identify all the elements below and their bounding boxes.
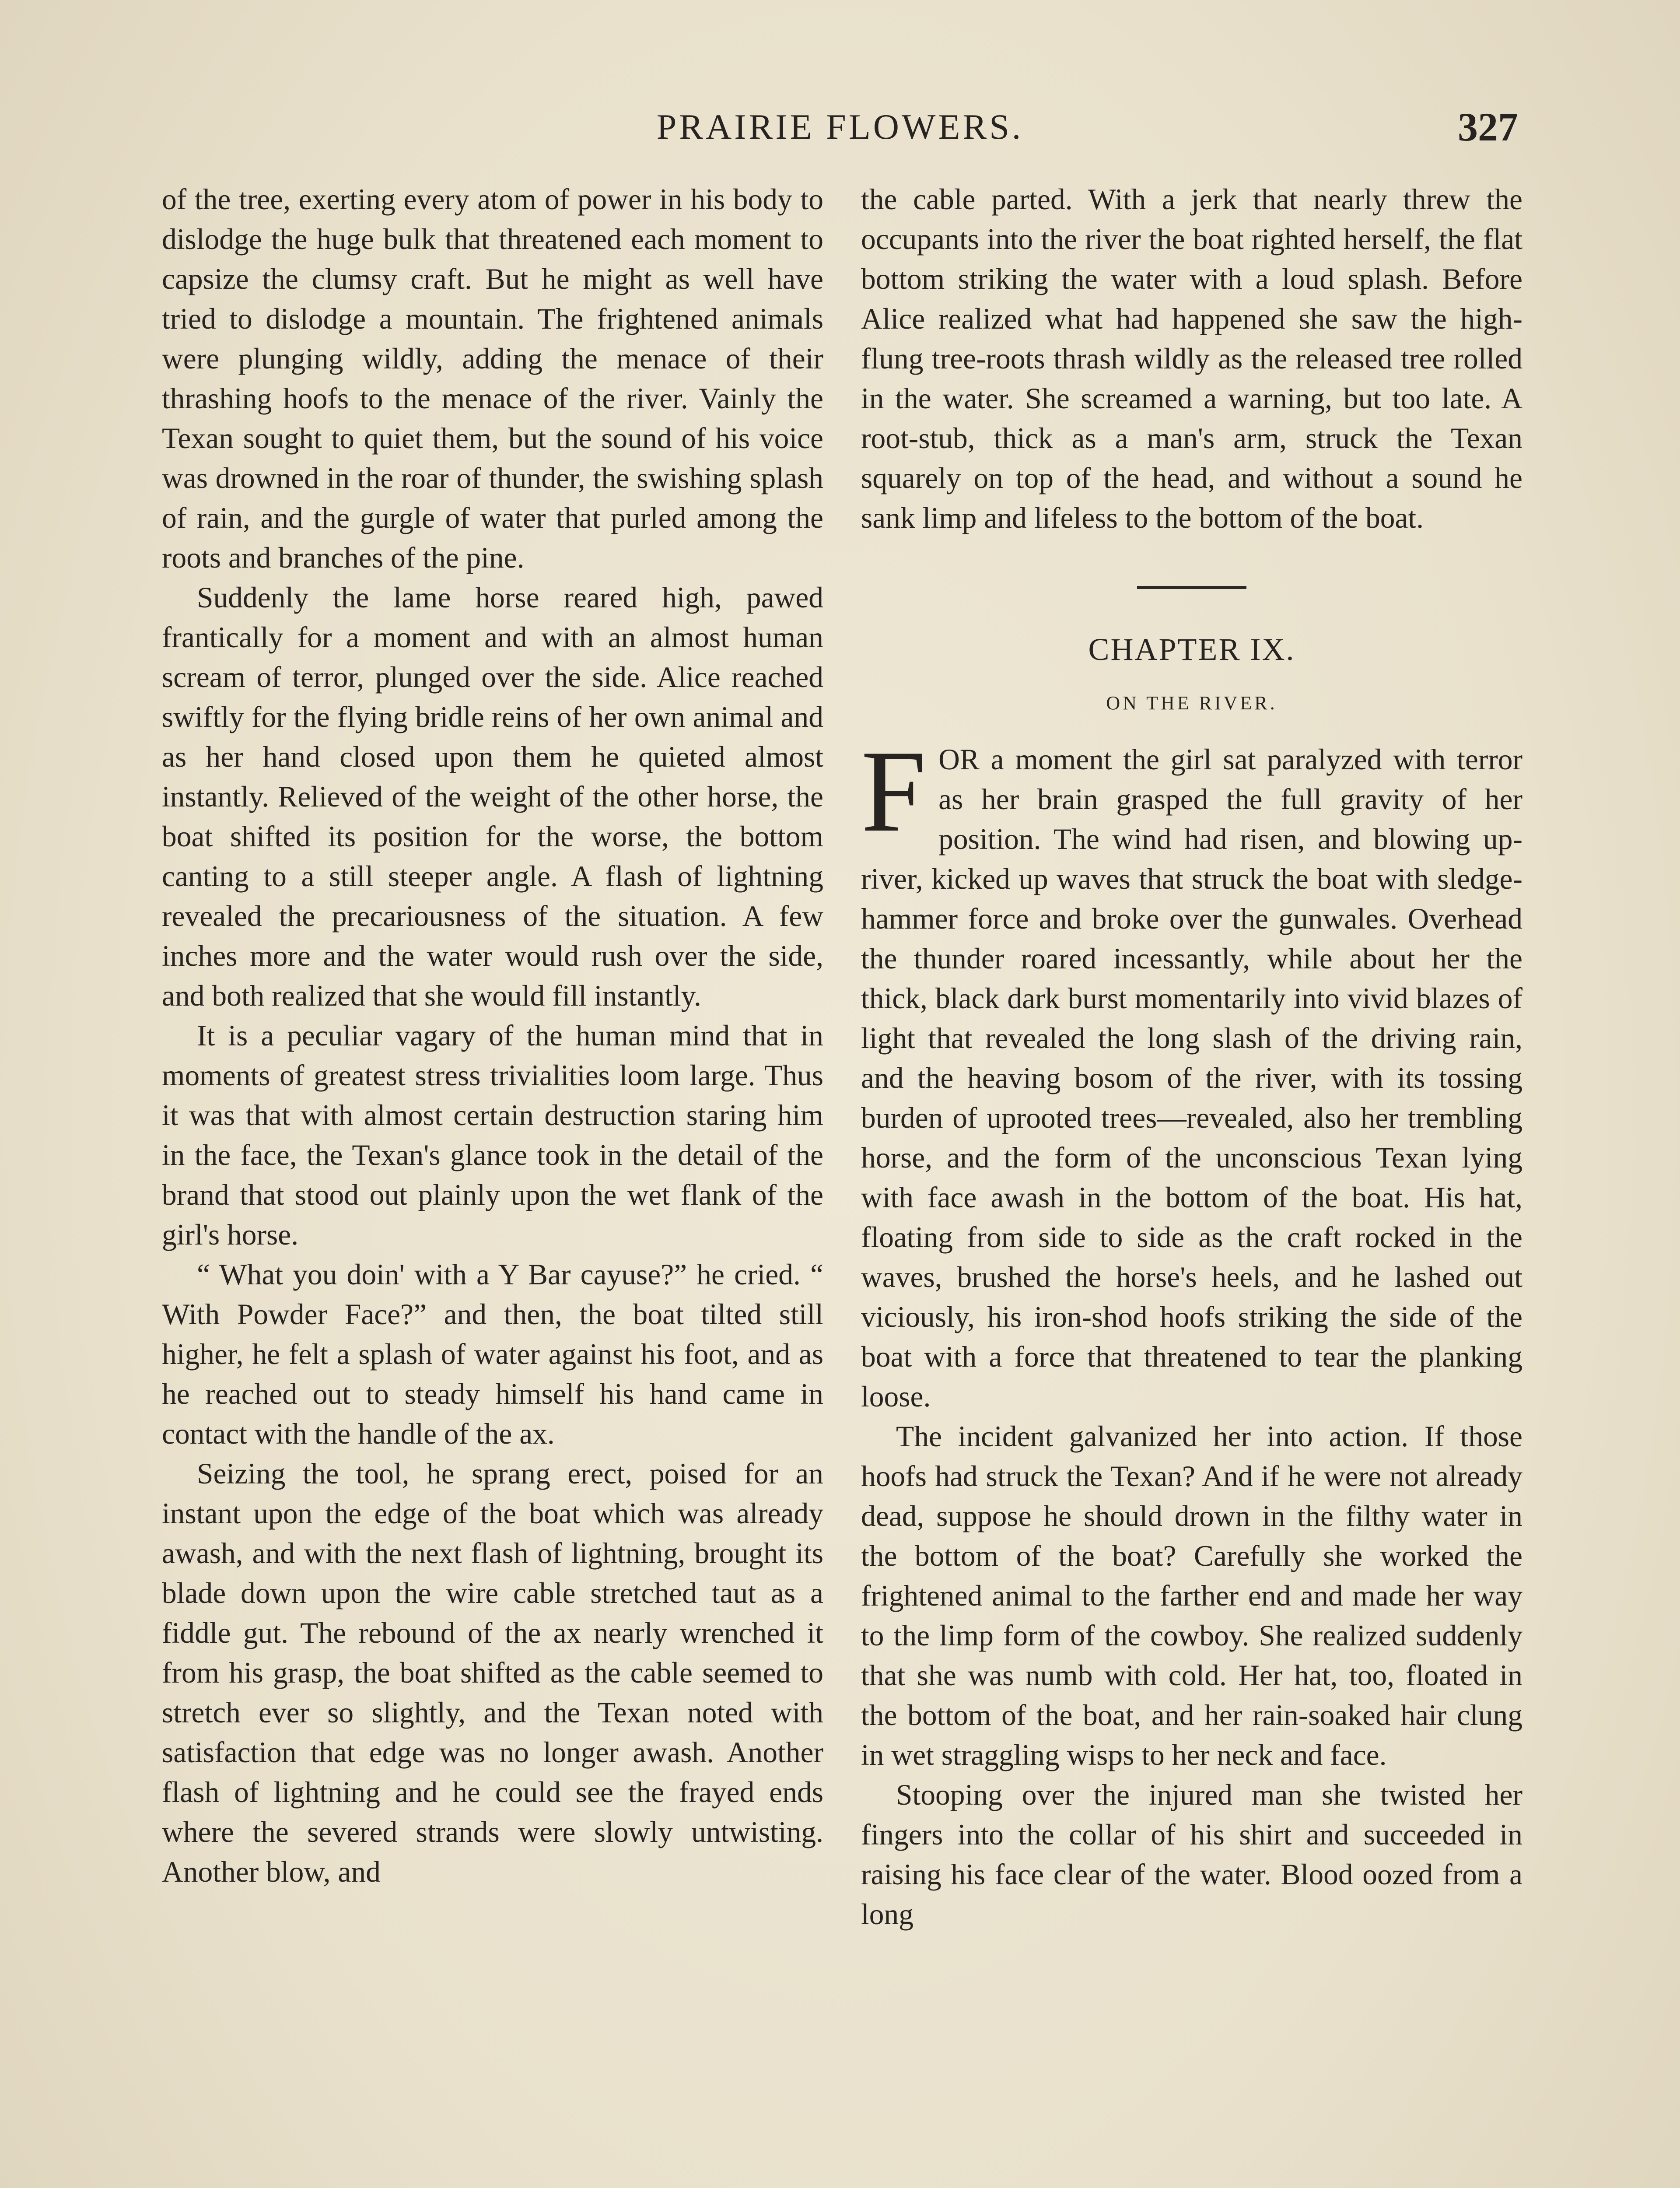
paragraph: the cable parted. With a jerk that nearly threw the occupants into the river the boat righted herself, the flat bottom striking the water with a loud splash. Before Alice realized what had happened she saw the high-flung tree-roots thrash wildly as the released tree rolled in the water. She screamed a warning, but too late. A root-stub, thick as a man's arm, struck the Texan squarely on top of the head, and without a sound he sank limp and lifeless to the bottom of the boat. [861,183,1522,534]
paragraph: of the tree, exerting every atom of power in his body to dislodge the huge bulk that threatened each moment to capsize the clumsy craft. But he might as well have tried to dislodge a mountain. The frightened animals were plunging wildly, adding the menace of their thrashing hoofs to the menace of the river. Vainly the Texan sought to quiet them, but the sound of his voice was drowned in the roar of thunder, the swishing splash of rain, and the gurgle of water that purled among the roots and branches of the pine. [162,183,823,574]
paragraph-text: OR a moment the girl sat paralyzed with terror as her brain grasped the full gravity of her position. The wind had risen, and blowing up-river, kicked up waves that struck the boat with sledge-hammer force and broke over the gunwales. Overhead the thunder roared incessantly, while about her the thick, black dark burst momentarily into vivid blazes of light that revealed the long slash of the driving rain, and the heaving bosom of the river, with its tossing burden of uprooted trees—revealed, also her trembling horse, and the form of the unconscious Texan lying with face awash in the bottom of the boat. His hat, floating from side to side as the craft rocked in the waves, brushed the horse's heels, and he lashed out viciously, his iron-shod hoofs striking the side of the boat with a force that threatened to tear the planking loose. [861,743,1522,1413]
chapter-subtitle: ON THE RIVER. [1106,692,1278,714]
right-column [861,179,1522,1934]
chapter-opening-paragraph [861,726,1522,1417]
page-number: 327 [1458,105,1518,149]
paragraph: The incident galvanized her into action. If those hoofs had struck the Texan? And if he were not already dead, suppose he should drown in the filthy water in the bottom of the boat? Carefully she worked the frightened animal to the farther end and made her way to the limp form of the cowboy. She realized suddenly that she was numb with cold. Her hat, too, floated in the bottom of the boat, and her rain-soaked hair clung in wet straggling wisps to her neck and face. [861,1420,1522,1771]
paragraph: “ What you doin' with a Y Bar cayuse?” he cried. “ With Powder Face?” and then, the boat tilted still higher, he felt a splash of water against his foot, and as he reached out to steady himself his hand came in contact with the handle of the ax. [162,1258,823,1450]
running-title: PRAIRIE FLOWERS. [656,107,1024,147]
page-header [162,101,1518,153]
paragraph: Suddenly the lame horse reared high, pawed frantically for a moment and with an almost human scream of terror, plunged over the side. Alice reached swiftly for the flying bridle reins of her own animal and as her hand closed upon them he quieted almost instantly. Relieved of the weight of the other horse, the boat shifted its position for the worse, the bottom canting to a still steeper angle. A flash of lightning revealed the precariousness of the situation. A few inches more and the water would rush over the side, and both realized that she would fill instantly. [162,581,823,1012]
left-column [162,179,823,1892]
drop-cap: F [861,726,927,856]
paragraph: Stooping over the injured man she twisted her fingers into the collar of his shirt and succeeded in raising his face clear of the water. Blood oozed from a long [861,1778,1522,1931]
paragraph: Seizing the tool, he sprang erect, poised for an instant upon the edge of the boat which was already awash, and with the next flash of lightning, brought its blade down upon the wire cable stretched taut as a fiddle gut. The rebound of the ax nearly wrenched it from his grasp, the boat shifted as the cable seemed to stretch ever so slightly, and the Texan noted with satisfaction that edge was no longer awash. Another flash of lightning and he could see the frayed ends where the severed strands were slowly untwisting. Another blow, and [162,1457,823,1888]
section-divider [1137,586,1246,589]
chapter-title: CHAPTER IX. [1088,632,1295,667]
paragraph: It is a peculiar vagary of the human mind that in moments of greatest stress trivialities loom large. Thus it was that with almost certain destruction staring him in the face, the Texan's glance took in the detail of the brand that stood out plainly upon the wet flank of the girl's horse. [162,1019,823,1251]
